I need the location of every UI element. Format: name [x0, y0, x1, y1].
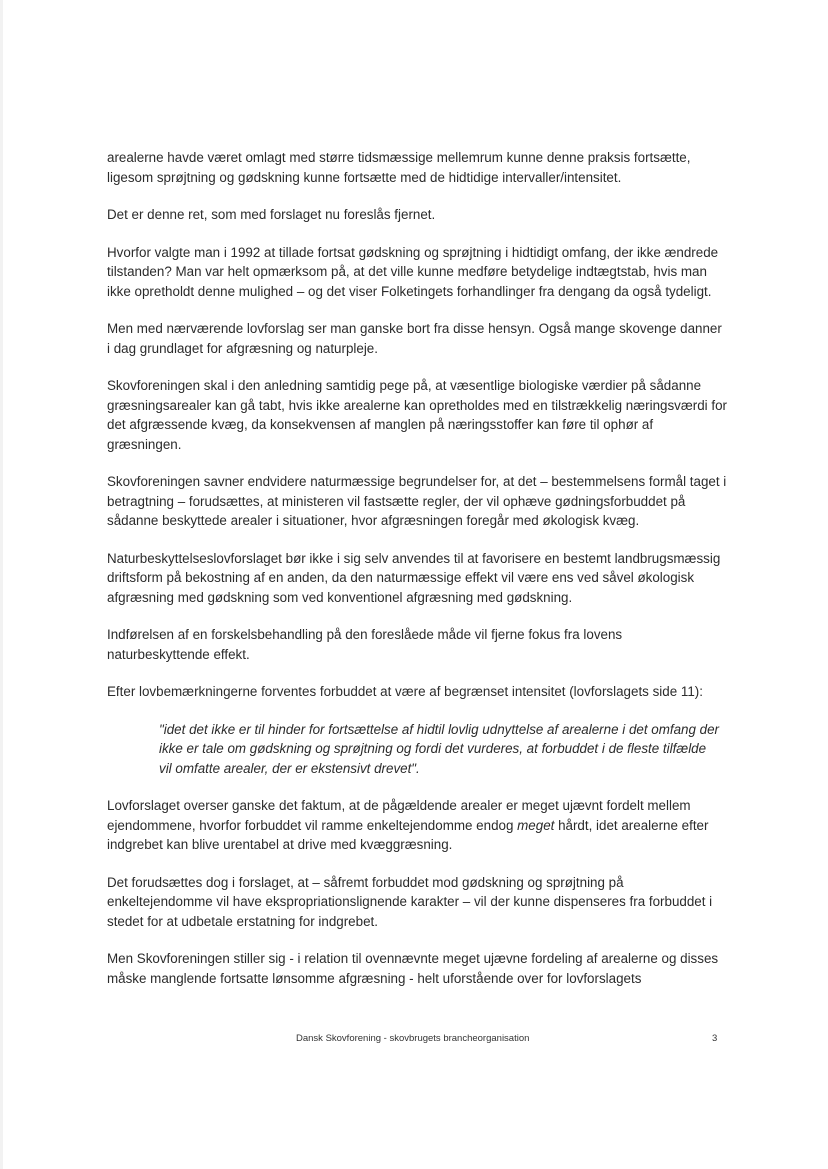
- paragraph-lovforslaget-start: Lovforslaget overser ganske det faktum, at de pågældende arealer er meget ujævnt fordelt mellem ejendommene, hvorfor forbuddet vil ramme enkeltejendomme endog: [107, 798, 691, 833]
- block-quote: "idet det ikke er til hinder for fortsættelse af hidtil lovlig udnyttelse af arealerne i det omfang der ikke er tale om gødskning og sprøjtning og fordi det vurderes, at forbuddet i de fleste tilfælde vil omfatte arealer, der er ekstensivt drevet".: [159, 721, 720, 776]
- scan-edge: [0, 0, 3, 1169]
- paragraph-last: Men Skovforeningen stiller sig - i relation til ovennævnte meget ujævne fordeling af arealerne og disses måske manglende fortsatte lønsomme afgræsning - helt uforstående over for lovforslagets: [107, 951, 719, 986]
- paragraph-1: arealerne havde været omlagt med større tidsmæssige mellemrum kunne denne praksis fortsætte, ligesom sprøjtning og gødskning kunne fortsætte med de hidtidige intervaller/intensitet.: [107, 150, 691, 185]
- page-number: 3: [712, 1033, 718, 1044]
- paragraph-lovforslaget: [107, 796, 727, 855]
- paragraph-7: Naturbeskyttelseslovforslaget bør ikke i sig selv anvendes til at favorisere en bestemt landbrugsmæssig driftsform på bekostning af en anden, da den naturmæssige effekt vil være ens ved såvel økologisk afgræsning med gødskning som ved konventionel afgræsning med gødskning.: [107, 550, 721, 605]
- paragraph-8: Indførelsen af en forskelsbehandling på den foreslåede måde vil fjerne fokus fra lovens naturbeskyttende effekt.: [107, 627, 623, 662]
- paragraph-5: Skovforeningen skal i den anledning samtidig pege på, at væsentlige biologiske værdier på sådanne græsningsarealer kan gå tabt, hvis ikke arealerne kan opretholdes med en tilstrækkelig næringsværdi for det afgræssende kvæg, da konsekvensen af manglen på næringsstoffer kan føre til ophør af græsningen.: [107, 378, 727, 452]
- paragraph-6: Skovforeningen savner endvidere naturmæssige begrundelser for, at det – bestemmelsens formål taget i betragtning – forudsættes, at ministeren vil fastsætte regler, der vil ophæve gødningsforbuddet på sådanne beskyttede arealer i situationer, hvor afgræsningen foregår med økologisk kvæg.: [107, 474, 727, 528]
- paragraph-4: Men med nærværende lovforslag ser man ganske bort fra disse hensyn. Også mange skovenge danner i dag grundlaget for afgræsning og naturpleje.: [107, 321, 722, 356]
- paragraph-forudsaettes: Det forudsættes dog i forslaget, at – såfremt forbuddet mod gødskning og sprøjtning på enkeltejendomme vil have ekspropriationslignende karakter – vil der kunne dispenseres fra forbuddet i stedet for at udbetale erstatning for indgrebet.: [107, 874, 713, 929]
- document-body: [107, 148, 727, 1006]
- paragraph-3: Hvorfor valgte man i 1992 at tillade fortsat gødskning og sprøjtning i hidtidigt omfang, der ikke ændrede tilstanden? Man var helt opmærksom på, at det ville kunne medføre betydelige indtægtstab, hvis man ikke opretholdt denne mulighed – og det viser Folketingets forhandlinger fra dengang da også tydeligt.: [107, 244, 719, 299]
- paragraph-9: Efter lovbemærkningerne forventes forbuddet at være af begrænset intensitet (lovforslagets side 11):: [107, 684, 703, 699]
- emphasis-text: meget: [517, 817, 555, 833]
- paragraph-lovforslaget-end: hårdt, idet arealerne efter indgrebet kan blive urentabel at drive med kvæggræsning.: [107, 817, 709, 852]
- footer-organisation: Dansk Skovforening - skovbrugets brancheorganisation: [296, 1033, 530, 1044]
- paragraph-2: Det er denne ret, som med forslaget nu foreslås fjernet.: [107, 207, 436, 222]
